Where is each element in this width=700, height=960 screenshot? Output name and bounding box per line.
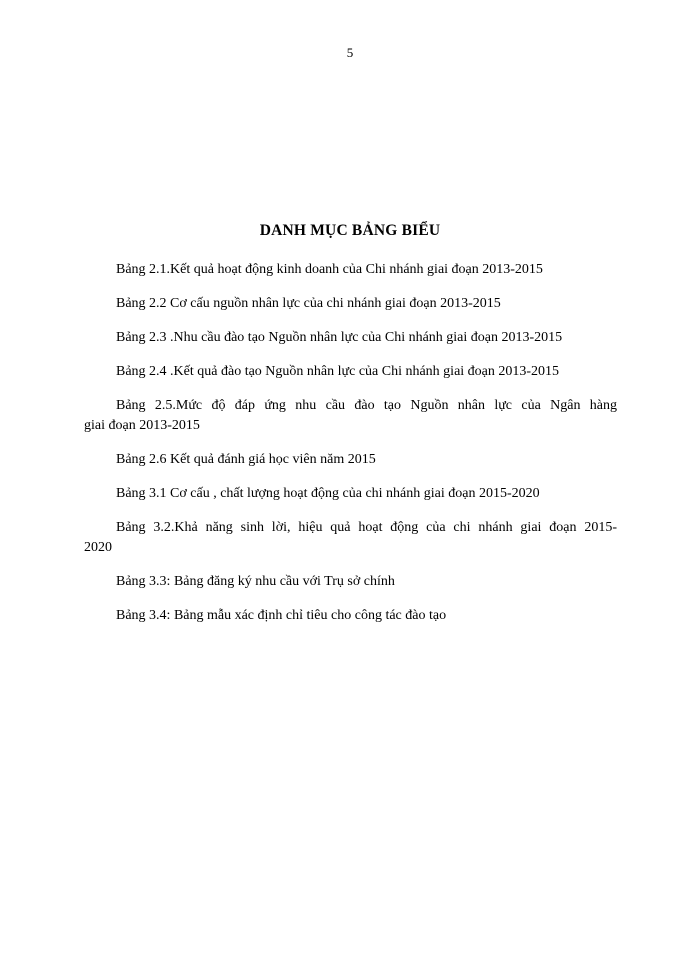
table-entry-multiline: [84, 396, 617, 436]
document-title: DANH MỤC BẢNG BIỂU: [259, 222, 441, 239]
table-entry-line2: 2020: [84, 540, 112, 555]
table-entry-line1: Bảng 2.5.Mức độ đáp ứng nhu cầu đào tạo Nguồn nhân lực của Ngân hàng: [116, 398, 617, 413]
table-entry: Bảng 2.4 .Kết quả đào tạo Nguồn nhân lực của Chi nhánh giai đoạn 2013-2015: [116, 364, 560, 379]
table-entry: Bảng 3.4: Bảng mẫu xác định chỉ tiêu cho công tác đào tạo: [116, 608, 447, 623]
table-entry: Bảng 3.3: Bảng đăng ký nhu cầu với Trụ sở chính: [116, 574, 395, 589]
table-entry: Bảng 2.6 Kết quả đánh giá học viên năm 2015: [116, 452, 376, 467]
table-list: [84, 260, 617, 640]
table-entry-line1: Bảng 3.2.Khả năng sinh lời, hiệu quả hoạt động của chi nhánh giai đoạn 2015-: [116, 520, 617, 535]
table-entry-multiline: [84, 518, 617, 558]
table-entry-line2: giai đoạn 2013-2015: [84, 418, 200, 433]
table-entry: Bảng 2.3 .Nhu cầu đào tạo Nguồn nhân lực của Chi nhánh giai đoạn 2013-2015: [116, 330, 563, 345]
page-number: 5: [346, 45, 354, 60]
table-entry: Bảng 2.1.Kết quả hoạt động kinh doanh của Chi nhánh giai đoạn 2013-2015: [116, 262, 543, 277]
table-entry: Bảng 3.1 Cơ cấu , chất lượng hoạt động của chi nhánh giai đoạn 2015-2020: [116, 486, 540, 501]
table-entry: Bảng 2.2 Cơ cấu nguồn nhân lực của chi nhánh giai đoạn 2013-2015: [116, 296, 501, 311]
